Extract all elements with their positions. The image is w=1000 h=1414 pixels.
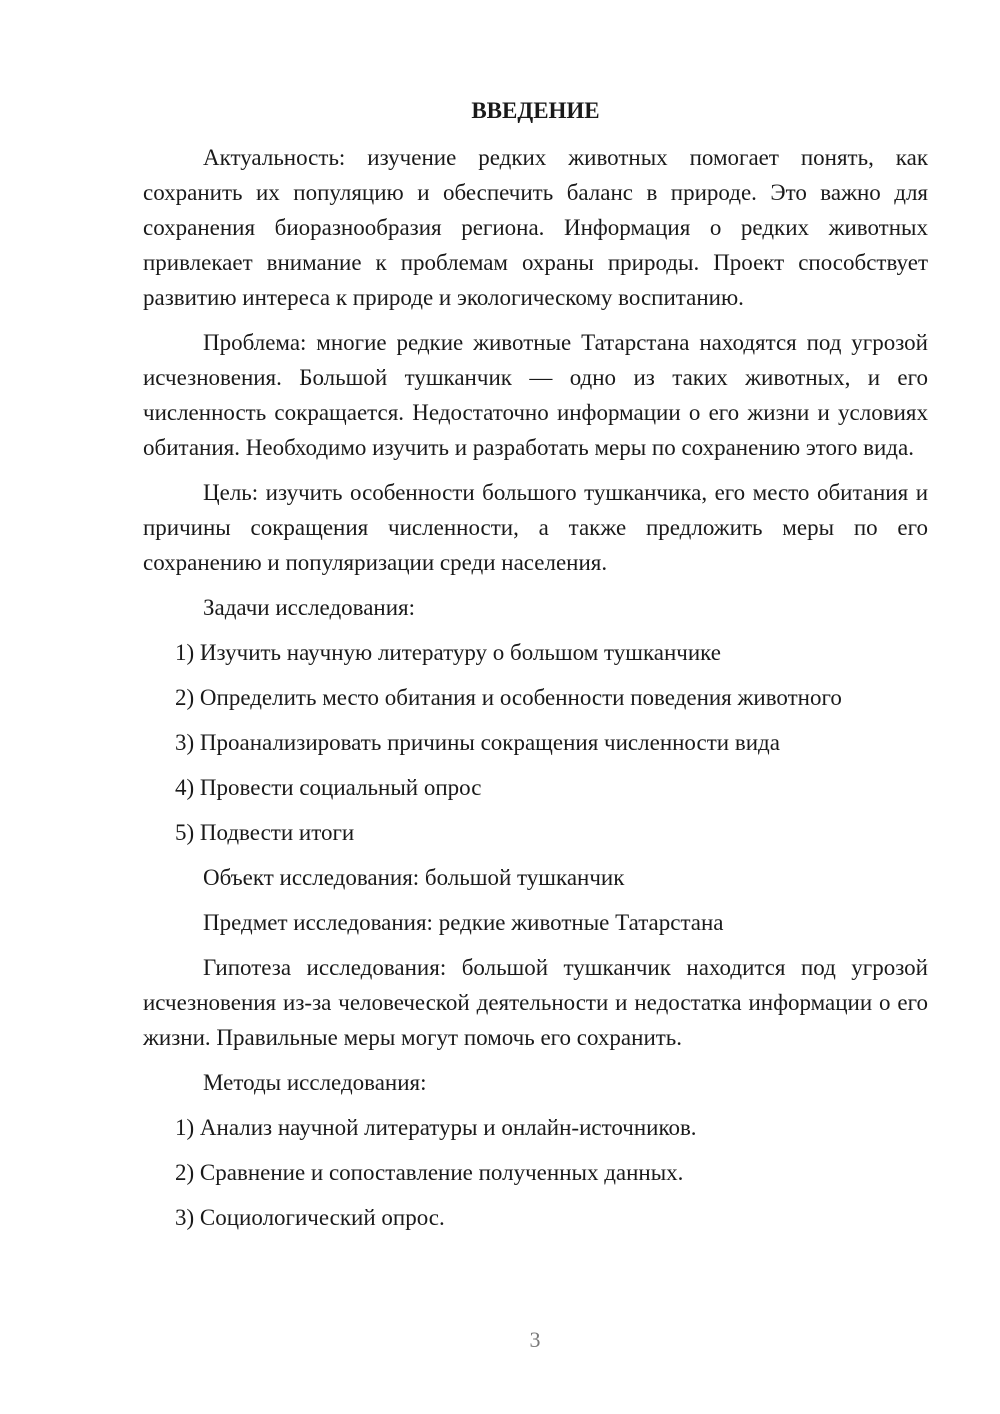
hypothesis-paragraph: Гипотеза исследования: большой тушканчик находится под угрозой исчезновения из-за человеческой деятельности и недостатка информации о его жизни. Правильные меры могут помочь его сохранить. xyxy=(143,955,928,1050)
goal-paragraph: Цель: изучить особенности большого тушканчика, его место обитания и причины сокращения численности, а также предложить меры по его сохранению и популяризации среди населения. xyxy=(143,480,928,575)
object-paragraph: Объект исследования: большой тушканчик xyxy=(203,865,625,890)
task-item: 3) Проанализировать причины сокращения численности вида xyxy=(175,730,780,755)
document-page xyxy=(143,93,928,1245)
method-item: 1) Анализ научной литературы и онлайн-источников. xyxy=(175,1115,697,1140)
relevance-paragraph: Актуальность: изучение редких животных помогает понять, как сохранить их популяцию и обеспечить баланс в природе. Это важно для сохранения биоразнообразия региона. Информация о редких животных привлекает внимание к проблемам охраны природы. Проект способствует развитию интереса к природе и экологическому воспитанию. xyxy=(143,145,928,310)
task-item: 4) Провести социальный опрос xyxy=(175,775,482,800)
task-item: 5) Подвести итоги xyxy=(175,820,355,845)
methods-heading: Методы исследования: xyxy=(203,1070,427,1095)
method-item: 3) Социологический опрос. xyxy=(175,1205,445,1230)
subject-paragraph: Предмет исследования: редкие животные Татарстана xyxy=(203,910,724,935)
section-title: ВВЕДЕНИЕ xyxy=(471,98,600,123)
problem-paragraph: Проблема: многие редкие животные Татарстана находятся под угрозой исчезновения. Большой тушканчик — одно из таких животных, и его численность сокращается. Недостаточно информации о его жизни и условиях обитания. Необходимо изучить и разработать меры по сохранению этого вида. xyxy=(143,330,928,460)
method-item: 2) Сравнение и сопоставление полученных данных. xyxy=(175,1160,684,1185)
task-item: 1) Изучить научную литературу о большом тушканчике xyxy=(175,640,721,665)
task-item: 2) Определить место обитания и особенности поведения животного xyxy=(175,685,842,710)
tasks-heading: Задачи исследования: xyxy=(203,595,416,620)
page-number: 3 xyxy=(529,1327,541,1352)
